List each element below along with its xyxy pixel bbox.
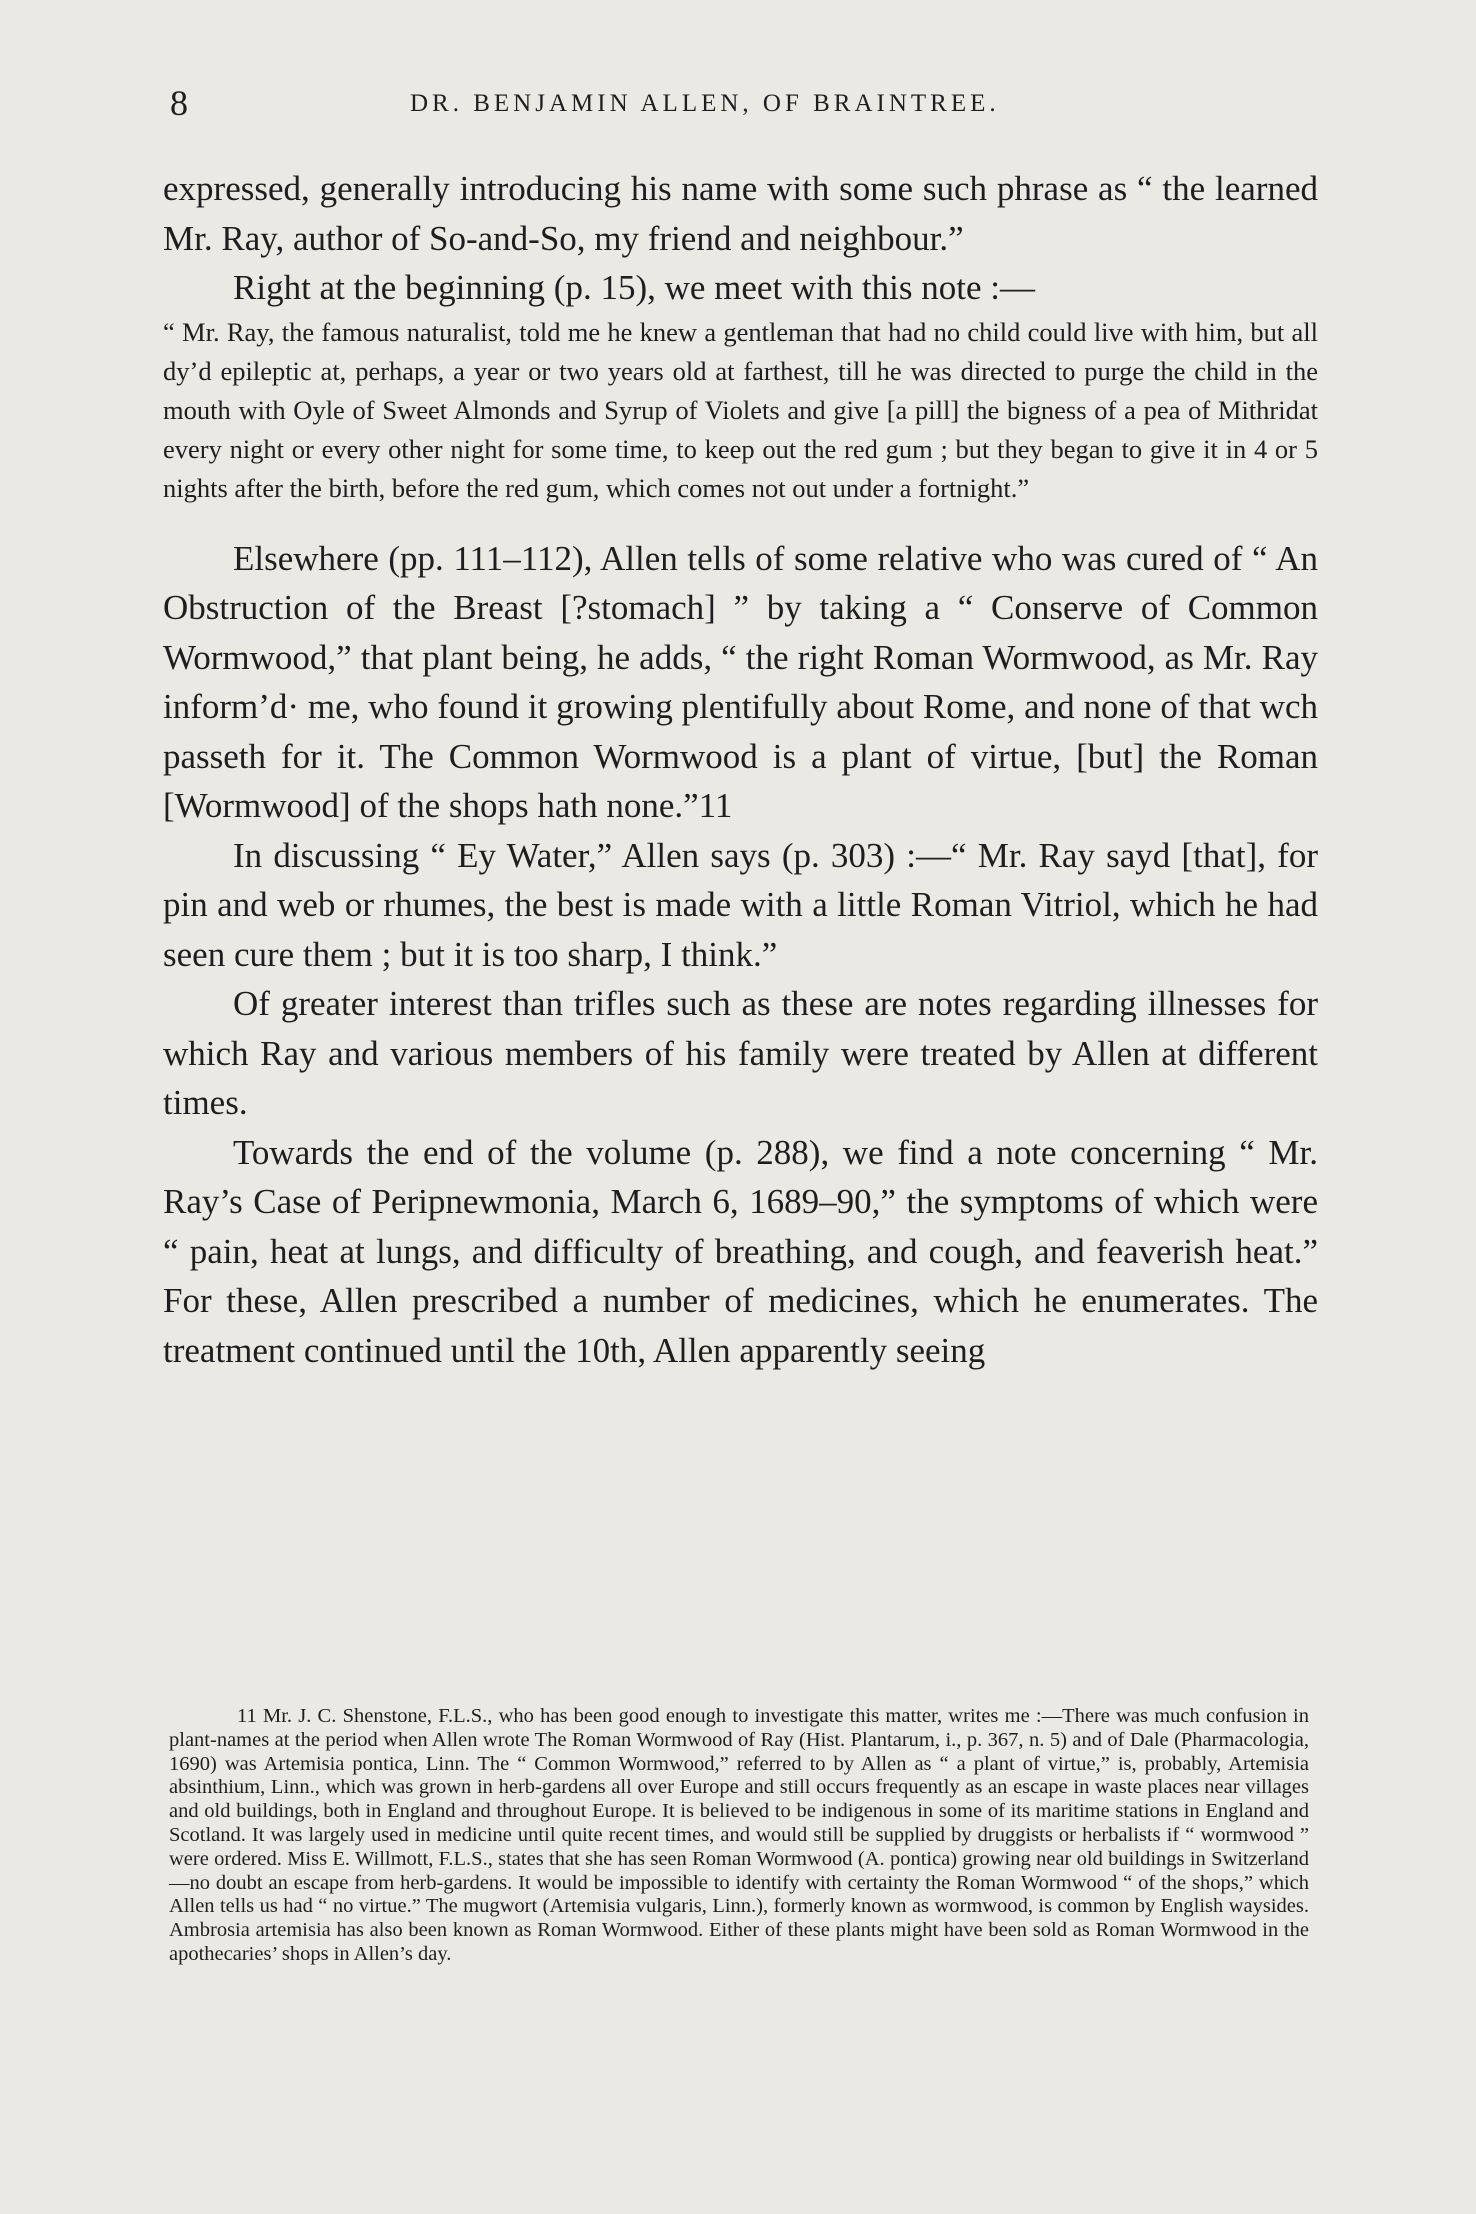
footnote-11: 11 Mr. J. C. Shenstone, F.L.S., who has been good enough to investigate this matter, writes me :—There was much confusion in plant-names at the period when Allen wrote The Roman Wormwood of Ray (Hist. Plantarum, i., p. 367, n. 5) and of Dale (Pharmacologia, 1690) was Artemisia pontica, Linn. The “ Common Wormwood,” referred to by Allen as “ a plant of virtue,” is, probably, Artemisia absinthium, Linn., which was grown in herb-gardens all over Europe and still occurs frequently as an escape in waste places near villages and old buildings, both in England and throughout Europe. It is believed to be indigenous in some of its maritime stations in England and Scotland. It was largely used in medicine until quite recent times, and would still be supplied by druggists or herbalists if “ wormwood ” were ordered. Miss E. Willmott, F.L.S., states that she has seen Roman Wormwood (A. pontica) growing near old buildings in Switzerland—no doubt an escape from herb-gardens. It would be impossible to identify with certainty the Roman Wormwood “ of the shops,” which Allen tells us had “ no virtue.” The mugwort (Artemisia vulgaris, Linn.), formerly known as wormwood, is common by English waysides. Ambrosia artemisia has also been known as Roman Wormwood. Either of these plants might have been sold as Roman Wormwood in the apothecaries’ shops in Allen’s day. <box>169 1705 1309 1965</box>
paragraph-note-intro: Right at the beginning (p. 15), we meet with this note :— <box>233 268 1035 307</box>
paragraph-continuation: expressed, generally introducing his name with some such phrase as “ the learned Mr. Ray, author of So-and-So, my friend and neighbour.” <box>163 169 1318 258</box>
body-text <box>163 164 1318 1375</box>
paragraph-ey-water: In discussing “ Ey Water,” Allen says (p. 303) :—“ Mr. Ray sayd [that], for pin and web or rhumes, the best is made with a little Roman Vitriol, which he had seen cure them ; but it is too sharp, I think.” <box>163 835 1318 974</box>
paragraph-illnesses: Of greater interest than trifles such as these are notes regarding illnesses for which Ray and various members of his family were treated by Allen at different times. <box>163 984 1318 1122</box>
paragraph-peripnewmonia: Towards the end of the volume (p. 288), we find a note concerning “ Mr. Ray’s Case of Peripnewmonia, March 6, 1689–90,” the symptoms of which were “ pain, heat at lungs, and difficulty of breathing, and cough, and feaverish heat.” For these, Allen prescribed a number of medicines, which he enumerates. The treatment continued until the 10th, Allen apparently seeing <box>163 1132 1318 1370</box>
page-number: 8 <box>170 83 188 123</box>
footnotes <box>169 1705 1309 1967</box>
block-quote: “ Mr. Ray, the famous naturalist, told me he knew a gentleman that had no child could live with him, but all dy’d epileptic at, perhaps, a year or two years old at farthest, till he was directed to purge the child in the mouth with Oyle of Sweet Almonds and Syrup of Violets and give [a pill] the bigness of a pea of Mithridat every night or every other night for some time, to keep out the red gum ; but they began to give it in 4 or 5 nights after the birth, before the red gum, which comes not out under a fortnight.” <box>163 316 1318 503</box>
running-title: DR. BENJAMIN ALLEN, OF BRAINTREE. <box>410 90 1000 117</box>
page-header <box>170 82 1310 132</box>
paragraph-wormwood: Elsewhere (pp. 111–112), Allen tells of some relative who was cured of “ An Obstruction of the Breast [?stomach] ” by taking a “ Conserve of Common Wormwood,” that plant being, he adds, “ the right Roman Wormwood, as Mr. Ray inform’d· me, who found it growing plentifully about Rome, and none of that wch passeth for it. The Common Wormwood is a plant of virtue, [but] the Roman [Wormwood] of the shops hath none.”11 <box>163 538 1318 825</box>
